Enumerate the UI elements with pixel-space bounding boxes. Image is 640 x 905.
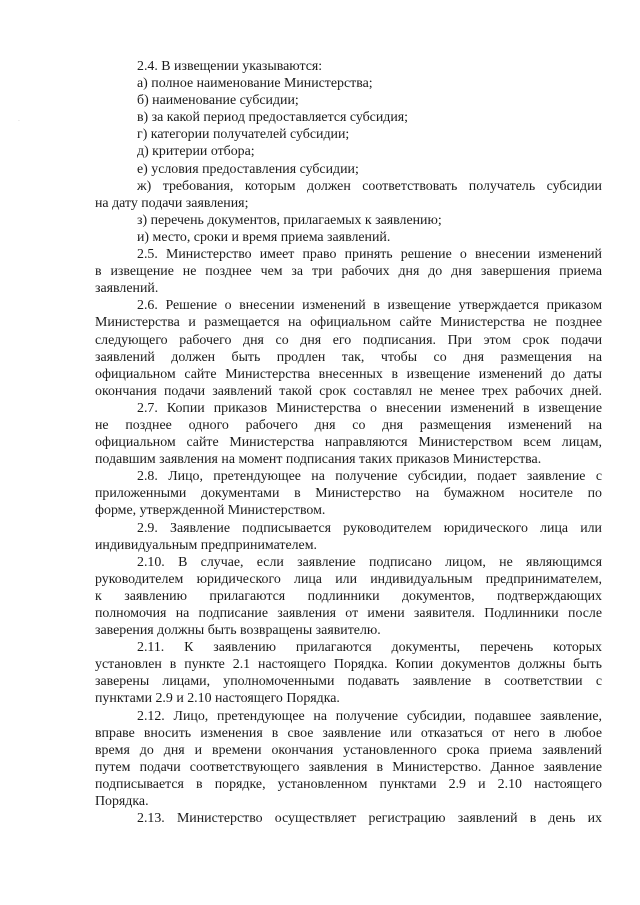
list-item: и) место, сроки и время приема заявлений. xyxy=(137,229,391,245)
text-line: не позднее одного рабочего дня со дня размещения изменений на xyxy=(95,417,602,433)
list-item: б) наименование субсидии; xyxy=(137,93,299,109)
clause-heading: 2.4. В извещении указываются: xyxy=(137,59,323,74)
text-line: руководителем юридического лица или индивидуальным предпринимателем, xyxy=(95,571,602,587)
text-line: пунктами 2.9 и 2.10 настоящего Порядка. xyxy=(95,691,340,707)
text-line: заявлений. xyxy=(95,281,159,297)
text-line: форме, утвержденной Министерством. xyxy=(95,503,326,519)
list-item: д) критерии отбора; xyxy=(137,144,255,160)
clause-2-11: 2.11. К заявлению прилагаются документы, перечень которых xyxy=(137,640,602,656)
clause-2-13: 2.13. Министерство осуществляет регистрацию заявлений в день их xyxy=(137,811,602,827)
clause-2-9: 2.9. Заявление подписывается руководителем юридического лица или xyxy=(137,520,602,536)
text-line: в извещение не позднее чем за три рабочих дня до дня завершения приема xyxy=(95,264,602,280)
scan-margin-mark: · xyxy=(18,118,20,125)
text-line: официальном сайте Министерства направляются Министерством всем лицам, xyxy=(95,435,602,451)
text-line: приложенными документами в Министерство на бумажном носителе по xyxy=(95,486,602,502)
text-line: следующего рабочего дня со дня его подписания. При этом срок подачи xyxy=(95,332,602,348)
text-line: вправе вносить изменения в свое заявление или отказаться от него в любое xyxy=(95,725,602,741)
clause-2-8: 2.8. Лицо, претендующее на получение субсидии, подает заявление с xyxy=(137,469,602,485)
list-item: ж) требования, которым должен соответствовать получатель субсидии xyxy=(137,178,602,194)
text-line: на дату подачи заявления; xyxy=(95,195,249,211)
clause-2-7: 2.7. Копии приказов Министерства о внесении изменений в извещение xyxy=(137,400,602,416)
document-page xyxy=(95,58,602,827)
text-line: официальном сайте Министерства внесенных в извещение изменений до даты xyxy=(95,366,602,382)
clause-2-10: 2.10. В случае, если заявление подписано лицом, не являющимся xyxy=(137,554,602,570)
text-line: подписывается в порядке, установленном пунктами 2.9 и 2.10 настоящего xyxy=(95,776,602,792)
list-item: з) перечень документов, прилагаемых к заявлению; xyxy=(137,212,442,228)
list-item: г) категории получателей субсидии; xyxy=(137,127,350,143)
list-item: а) полное наименование Министерства; xyxy=(137,76,373,92)
text-line: индивидуальным предпринимателем. xyxy=(95,537,317,553)
text-line: окончания подачи заявлений такой срок составлял не менее трех рабочих дней. xyxy=(95,383,602,399)
text-line: установлен в пункте 2.1 настоящего Порядка. Копии документов должны быть xyxy=(95,657,602,673)
clause-2-12: 2.12. Лицо, претендующее на получение субсидии, подавшее заявление, xyxy=(137,708,602,724)
list-item: е) условия предоставления субсидии; xyxy=(137,161,359,177)
text-line: полномочия на подписание заявления от имени заявителя. Подлинники после xyxy=(95,606,602,621)
text-line: заявлений должен быть продлен так, чтобы со дня размещения на xyxy=(95,349,602,365)
text-line: Порядка. xyxy=(95,794,149,810)
text-line: к заявлению прилагаются подлинники документов, подтверждающих xyxy=(95,588,602,604)
clause-2-6: 2.6. Решение о внесении изменений в извещение утверждается приказом xyxy=(137,298,602,314)
text-line: заверены лицами, уполномоченными подавать заявление в соответствии с xyxy=(95,674,602,690)
text-line: время до дня и времени окончания установленного срока приема заявлений xyxy=(95,742,602,758)
list-item: в) за какой период предоставляется субсидия; xyxy=(137,110,409,126)
text-line: путем подачи соответствующего заявления в Министерство. Данное заявление xyxy=(95,759,602,775)
clause-2-5: 2.5. Министерство имеет право принять решение о внесении изменений xyxy=(137,247,602,263)
text-line: заверения должны быть возвращены заявителю. xyxy=(95,623,381,639)
text-line: Министерства и размещается на официальном сайте Министерства не позднее xyxy=(95,315,602,331)
text-line: подавшим заявления на момент подписания таких приказов Министерства. xyxy=(95,452,542,468)
